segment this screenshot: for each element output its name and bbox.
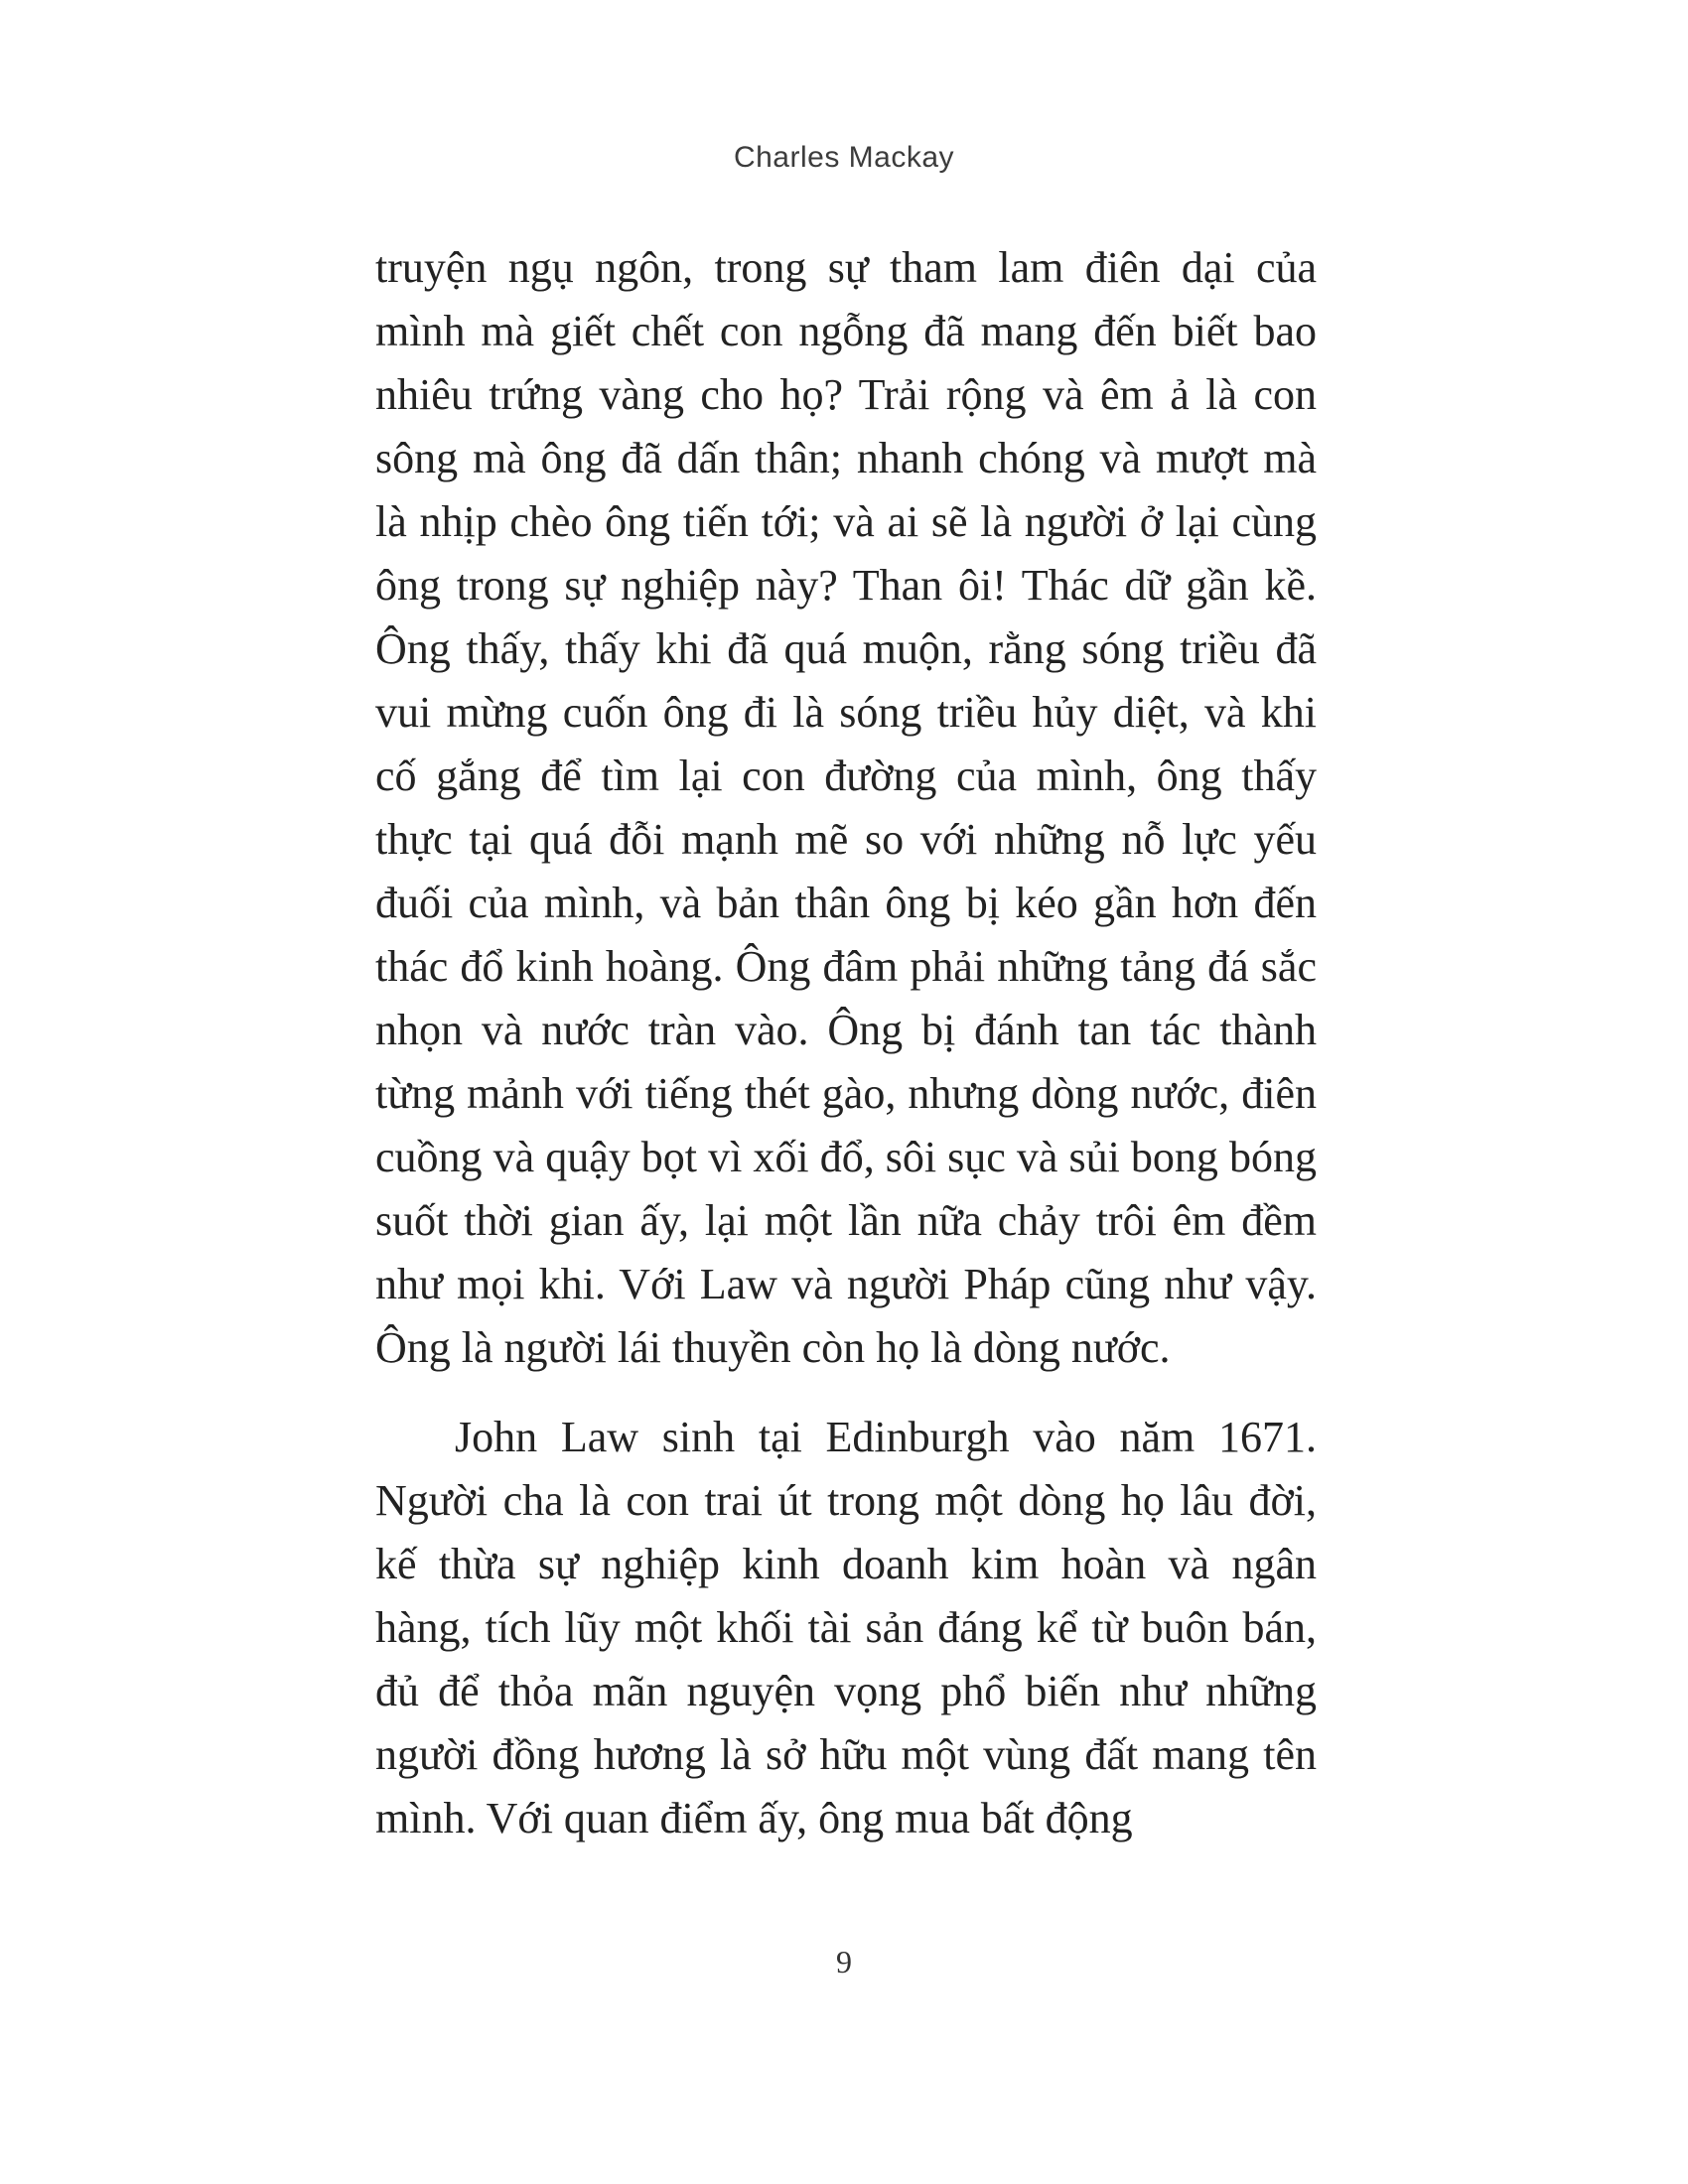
body-text-column <box>375 236 1317 1850</box>
page-number: 9 <box>836 1944 852 1979</box>
body-paragraph: truyện ngụ ngôn, trong sự tham lam điên dại của mình mà giết chết con ngỗng đã mang đến biết bao nhiêu trứng vàng cho họ? Trải rộng và êm ả là con sông mà ông đã dấn thân; nhanh chóng và mượt mà là nhịp chèo ông tiến tới; và ai sẽ là người ở lại cùng ông trong sự nghiệp này? Than ôi! Thác dữ gần kề. Ông thấy, thấy khi đã quá muộn, rằng sóng triều đã vui mừng cuốn ông đi là sóng triều hủy diệt, và khi cố gắng để tìm lại con đường của mình, ông thấy thực tại quá đỗi mạnh mẽ so với những nỗ lực yếu đuối của mình, và bản thân ông bị kéo gần hơn đến thác đổ kinh hoàng. Ông đâm phải những tảng đá sắc nhọn và nước tràn vào. Ông bị đánh tan tác thành từng mảnh với tiếng thét gào, nhưng dòng nước, điên cuồng và quậy bọt vì xối đổ, sôi sục và sủi bong bóng suốt thời gian ấy, lại một lần nữa chảy trôi êm đềm như mọi khi. Với Law và người Pháp cũng như vậy. Ông là người lái thuyền còn họ là dòng nước. <box>375 243 1317 1372</box>
body-paragraph: John Law sinh tại Edinburgh vào năm 1671. Người cha là con trai út trong một dòng họ lâu đời, kế thừa sự nghiệp kinh doanh kim hoàn và ngân hàng, tích lũy một khối tài sản đáng kể từ buôn bán, đủ để thỏa mãn nguyện vọng phổ biến như những người đồng hương là sở hữu một vùng đất mang tên mình. Với quan điểm ấy, ông mua bất động <box>375 1413 1317 1843</box>
running-header-author: Charles Mackay <box>733 141 955 174</box>
